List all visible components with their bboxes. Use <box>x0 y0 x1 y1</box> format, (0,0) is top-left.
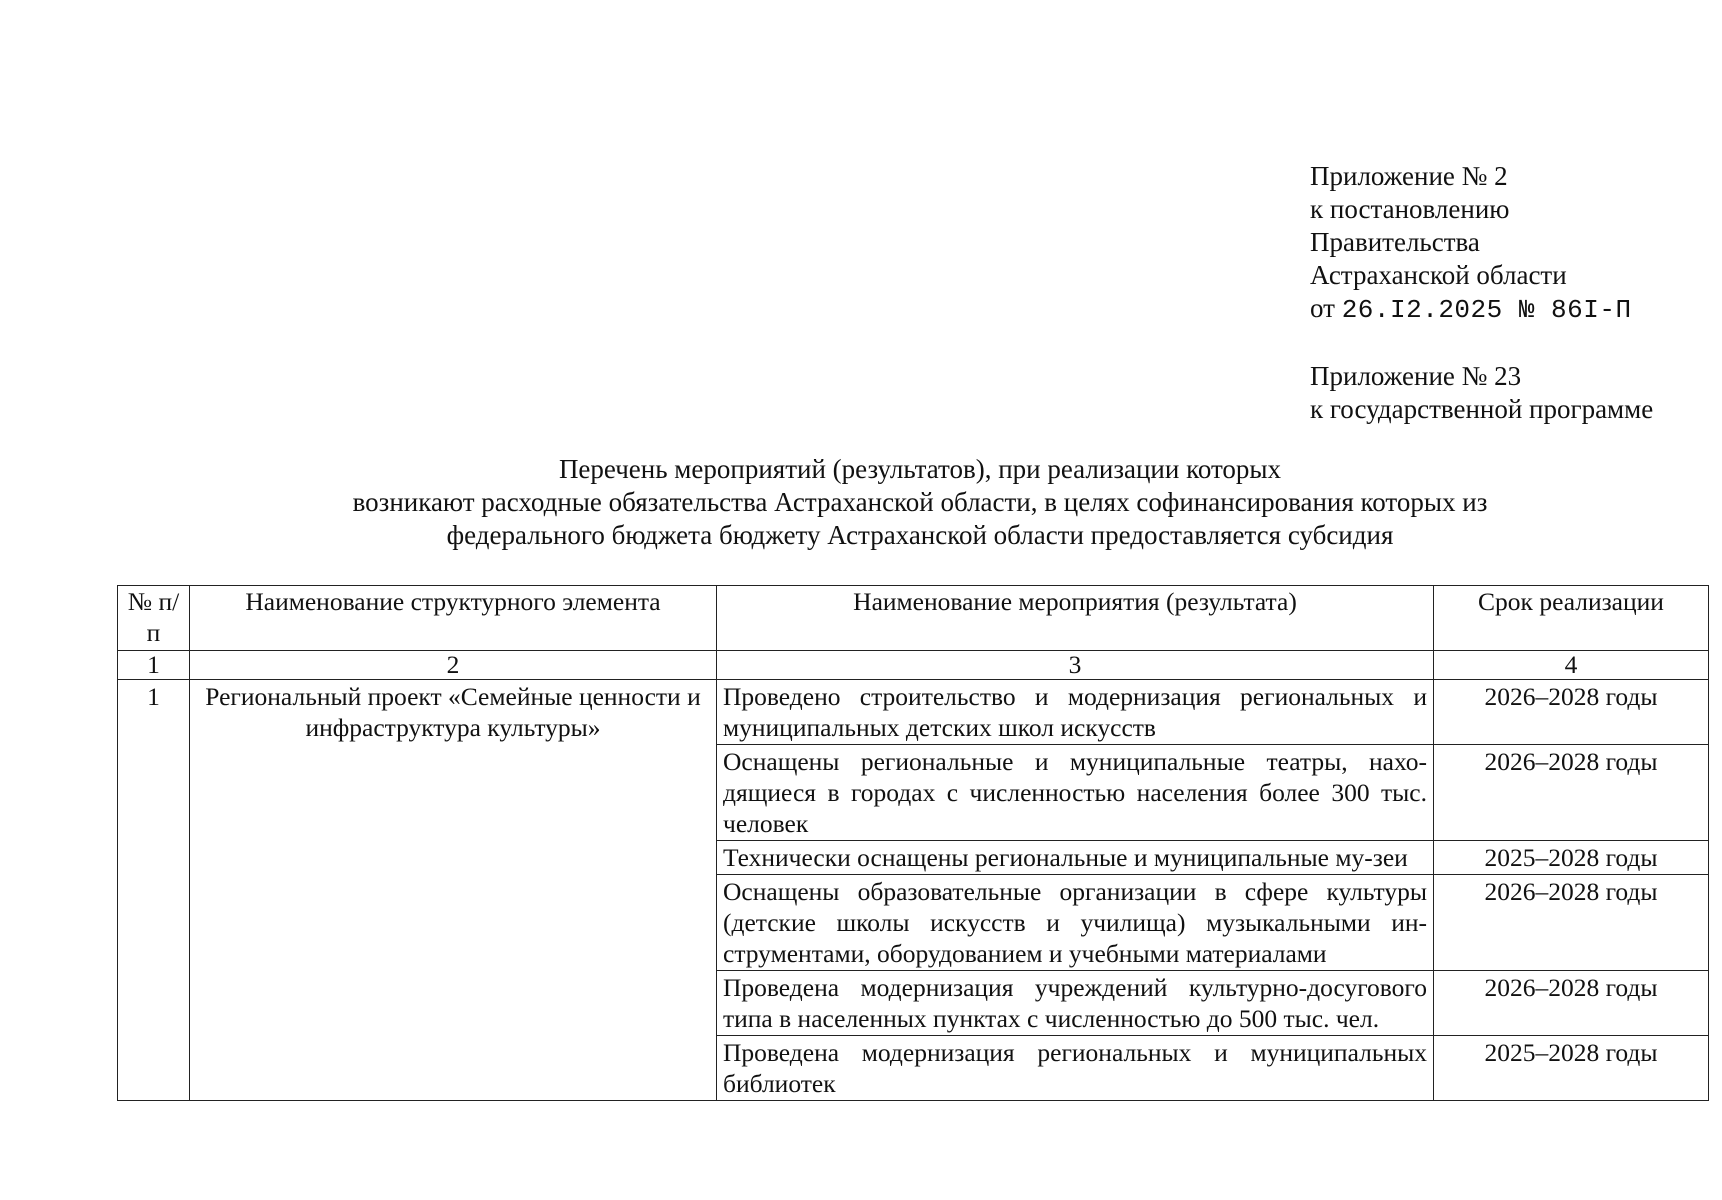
table-row <box>118 680 1709 745</box>
title-line: федерального бюджета бюджету Астраханской области предоставляется субсидия <box>446 520 1394 550</box>
appendix-line: Приложение № 2 <box>1310 161 1508 191</box>
header-term: Срок реализации <box>1434 586 1709 651</box>
column-number: 3 <box>717 651 1434 680</box>
measures-table <box>117 585 1709 1101</box>
resolution-date-number: 26.I2.2025 № 86I-П <box>1341 295 1632 325</box>
measure-cell: Технически оснащены региональные и муниципальные му-зеи <box>717 841 1434 875</box>
measure-cell: Оснащены образовательные организации в сфере культуры (детские школы искусств и училища) музыкальными ин-струментами, оборудованием и учебными материалами <box>717 875 1434 971</box>
appendix-line: Астраханской области <box>1310 260 1567 290</box>
appendix-header <box>1310 160 1653 426</box>
term-cell: 2025–2028 годы <box>1434 1036 1709 1101</box>
row-number: 1 <box>118 680 190 1101</box>
appendix-line: к постановлению <box>1310 194 1510 224</box>
term-cell: 2026–2028 годы <box>1434 745 1709 841</box>
structural-element-name: Региональный проект «Семейные ценности и инфраструктура культуры» <box>190 680 717 1101</box>
measure-cell: Проведена модернизация региональных и муниципальных библиотек <box>717 1036 1434 1101</box>
program-appendix-line: Приложение № 23 <box>1310 361 1522 391</box>
title-line: Перечень мероприятий (результатов), при реализации которых <box>558 454 1282 484</box>
column-number: 2 <box>190 651 717 680</box>
header-structural-element: Наименование структурного элемента <box>190 586 717 651</box>
program-appendix-line: к государственной программе <box>1310 394 1654 424</box>
term-cell: 2026–2028 годы <box>1434 875 1709 971</box>
header-measure: Наименование мероприятия (результата) <box>717 586 1434 651</box>
appendix-date-line: от 26.I2.2025 № 86I-П <box>1310 293 1632 325</box>
table-header-row <box>118 586 1709 651</box>
term-cell: 2026–2028 годы <box>1434 971 1709 1036</box>
spacer <box>1310 327 1653 360</box>
measure-cell: Проведено строительство и модернизация региональных и муниципальных детских школ искусств <box>717 680 1434 745</box>
header-number: № п/п <box>118 586 190 651</box>
measure-cell: Оснащены региональные и муниципальные театры, нахо-дящиеся в городах с численностью населения более 300 тыс. человек <box>717 745 1434 841</box>
measure-cell: Проведена модернизация учреждений культурно-досугового типа в населенных пунктах с численностью до 500 тыс. чел. <box>717 971 1434 1036</box>
term-cell: 2026–2028 годы <box>1434 680 1709 745</box>
title-line: возникают расходные обязательства Астраханской области, в целях софинансирования которых из <box>352 487 1488 517</box>
column-number: 4 <box>1434 651 1709 680</box>
document-title <box>110 453 1722 552</box>
term-cell: 2025–2028 годы <box>1434 841 1709 875</box>
column-number-row <box>118 651 1709 680</box>
appendix-line: Правительства <box>1310 227 1480 257</box>
column-number: 1 <box>118 651 190 680</box>
